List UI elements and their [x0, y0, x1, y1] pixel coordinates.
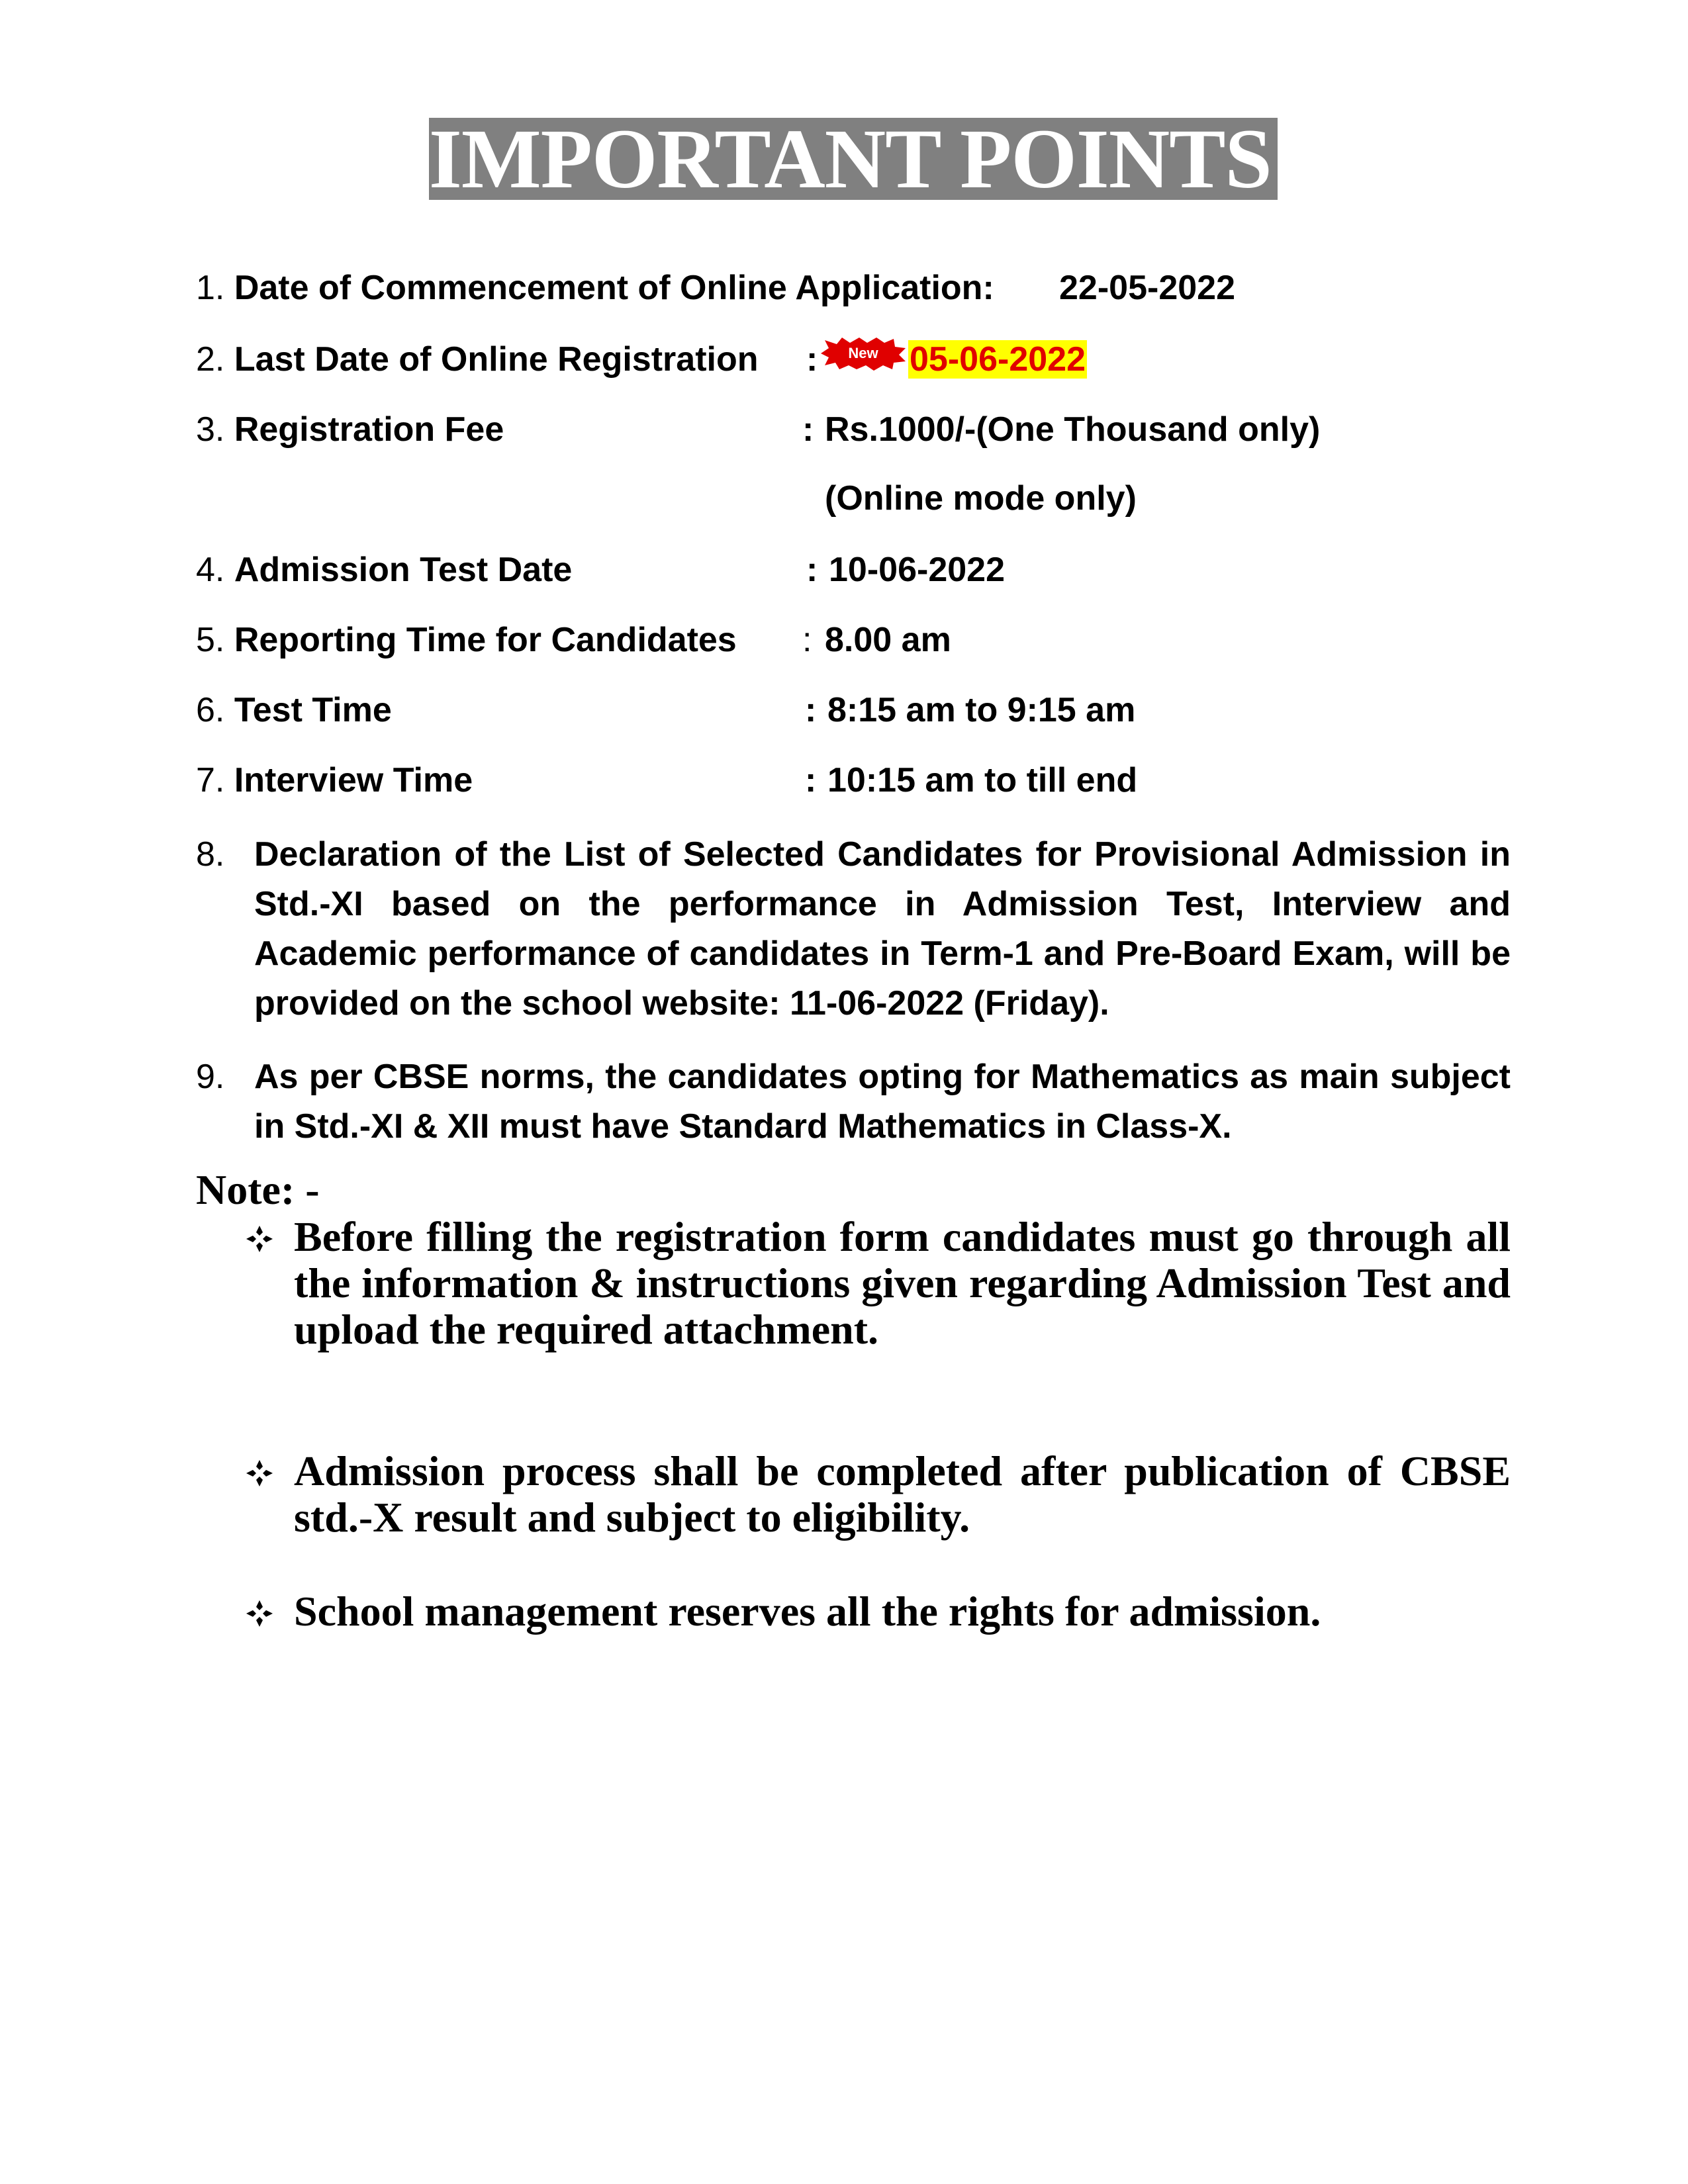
diamond-bullet-icon [245, 1224, 274, 1253]
item-label: Admission Test Date [234, 551, 573, 589]
info-paragraph-declaration [196, 830, 1511, 1028]
item-label: Test Time [234, 691, 392, 729]
page-title: IMPORTANT POINTS: [429, 112, 1299, 206]
item-value-last-date [908, 339, 1087, 380]
paragraph-text: As per CBSE norms, the candidates opting for Mathematics as main subject in Std.-XI & XII must have Standard Mathematics in Class-X. [254, 1058, 1511, 1146]
item-separator: : [802, 621, 812, 659]
note-bullet [245, 1588, 1511, 1635]
note-bullet-text: School management reserves all the rights for admission. [294, 1588, 1321, 1635]
note-bullet [245, 1214, 1511, 1353]
info-row-registration-fee [196, 409, 504, 450]
item-value-fee-mode: (Online mode only) [825, 479, 1137, 518]
info-row-reporting-time [196, 619, 737, 660]
paragraph-text: Declaration of the List of Selected Candidates for Provisional Admission in Std.-XI based on the performance in Admission Test, Interview and Academic performance of candidates in Term-1 and Pre-Board Exam, will be provided on the school website: 11-06-2022 (Friday). [254, 835, 1511, 1023]
info-row-test-date [196, 549, 572, 590]
note-bullet-text: Before filling the registration form candidates must go through all the information & instructions given regarding Admission Test and upload the required attachment. [294, 1213, 1511, 1353]
info-row-test-time [196, 690, 392, 731]
info-row-commencement [196, 267, 994, 308]
item-number: 1. [196, 269, 225, 307]
item-number: 4. [196, 551, 225, 589]
item-label: Interview Time [234, 761, 473, 799]
item-label: Registration Fee [234, 410, 504, 449]
item-label: Reporting Time for Candidates [234, 621, 737, 659]
item-value-test-date: 10-06-2022 [829, 551, 1005, 589]
item-number: 5. [196, 621, 225, 659]
info-row-interview-time [196, 760, 473, 801]
diamond-bullet-icon [245, 1599, 274, 1628]
info-paragraph-cbse-norms [196, 1052, 1511, 1152]
item-separator: : [806, 340, 818, 379]
item-value-reporting-time: 8.00 am [825, 621, 951, 659]
item-number: 9. [196, 1058, 225, 1096]
item-separator: : [805, 761, 817, 799]
item-value-commencement-date: 22-05-2022 [1059, 269, 1235, 307]
item-number: 6. [196, 691, 225, 729]
item-separator: : [805, 691, 817, 729]
item-number: 3. [196, 410, 225, 449]
new-badge-icon [820, 336, 907, 371]
diamond-bullet-icon [245, 1459, 274, 1488]
last-date-highlight: 05-06-2022 [910, 340, 1086, 379]
item-label: Date of Commencement of Online Application: [234, 269, 994, 307]
item-number: 7. [196, 761, 225, 799]
item-separator: : [806, 551, 818, 589]
item-number: 2. [196, 340, 225, 379]
note-bullet [245, 1448, 1511, 1541]
item-number: 8. [196, 835, 225, 874]
note-bullet-text: Admission process shall be completed after publication of CBSE std.-X result and subject to eligibility. [294, 1447, 1511, 1541]
info-row-last-date [196, 339, 758, 380]
item-value-registration-fee: Rs.1000/-(One Thousand only) [825, 410, 1321, 449]
new-badge-label: New [848, 345, 878, 361]
item-label: Last Date of Online Registration [234, 340, 759, 379]
item-value-test-time: 8:15 am to 9:15 am [827, 691, 1136, 729]
item-value-interview-time: 10:15 am to till end [827, 761, 1138, 799]
item-separator: : [802, 410, 814, 449]
note-heading: Note: - [196, 1166, 320, 1213]
